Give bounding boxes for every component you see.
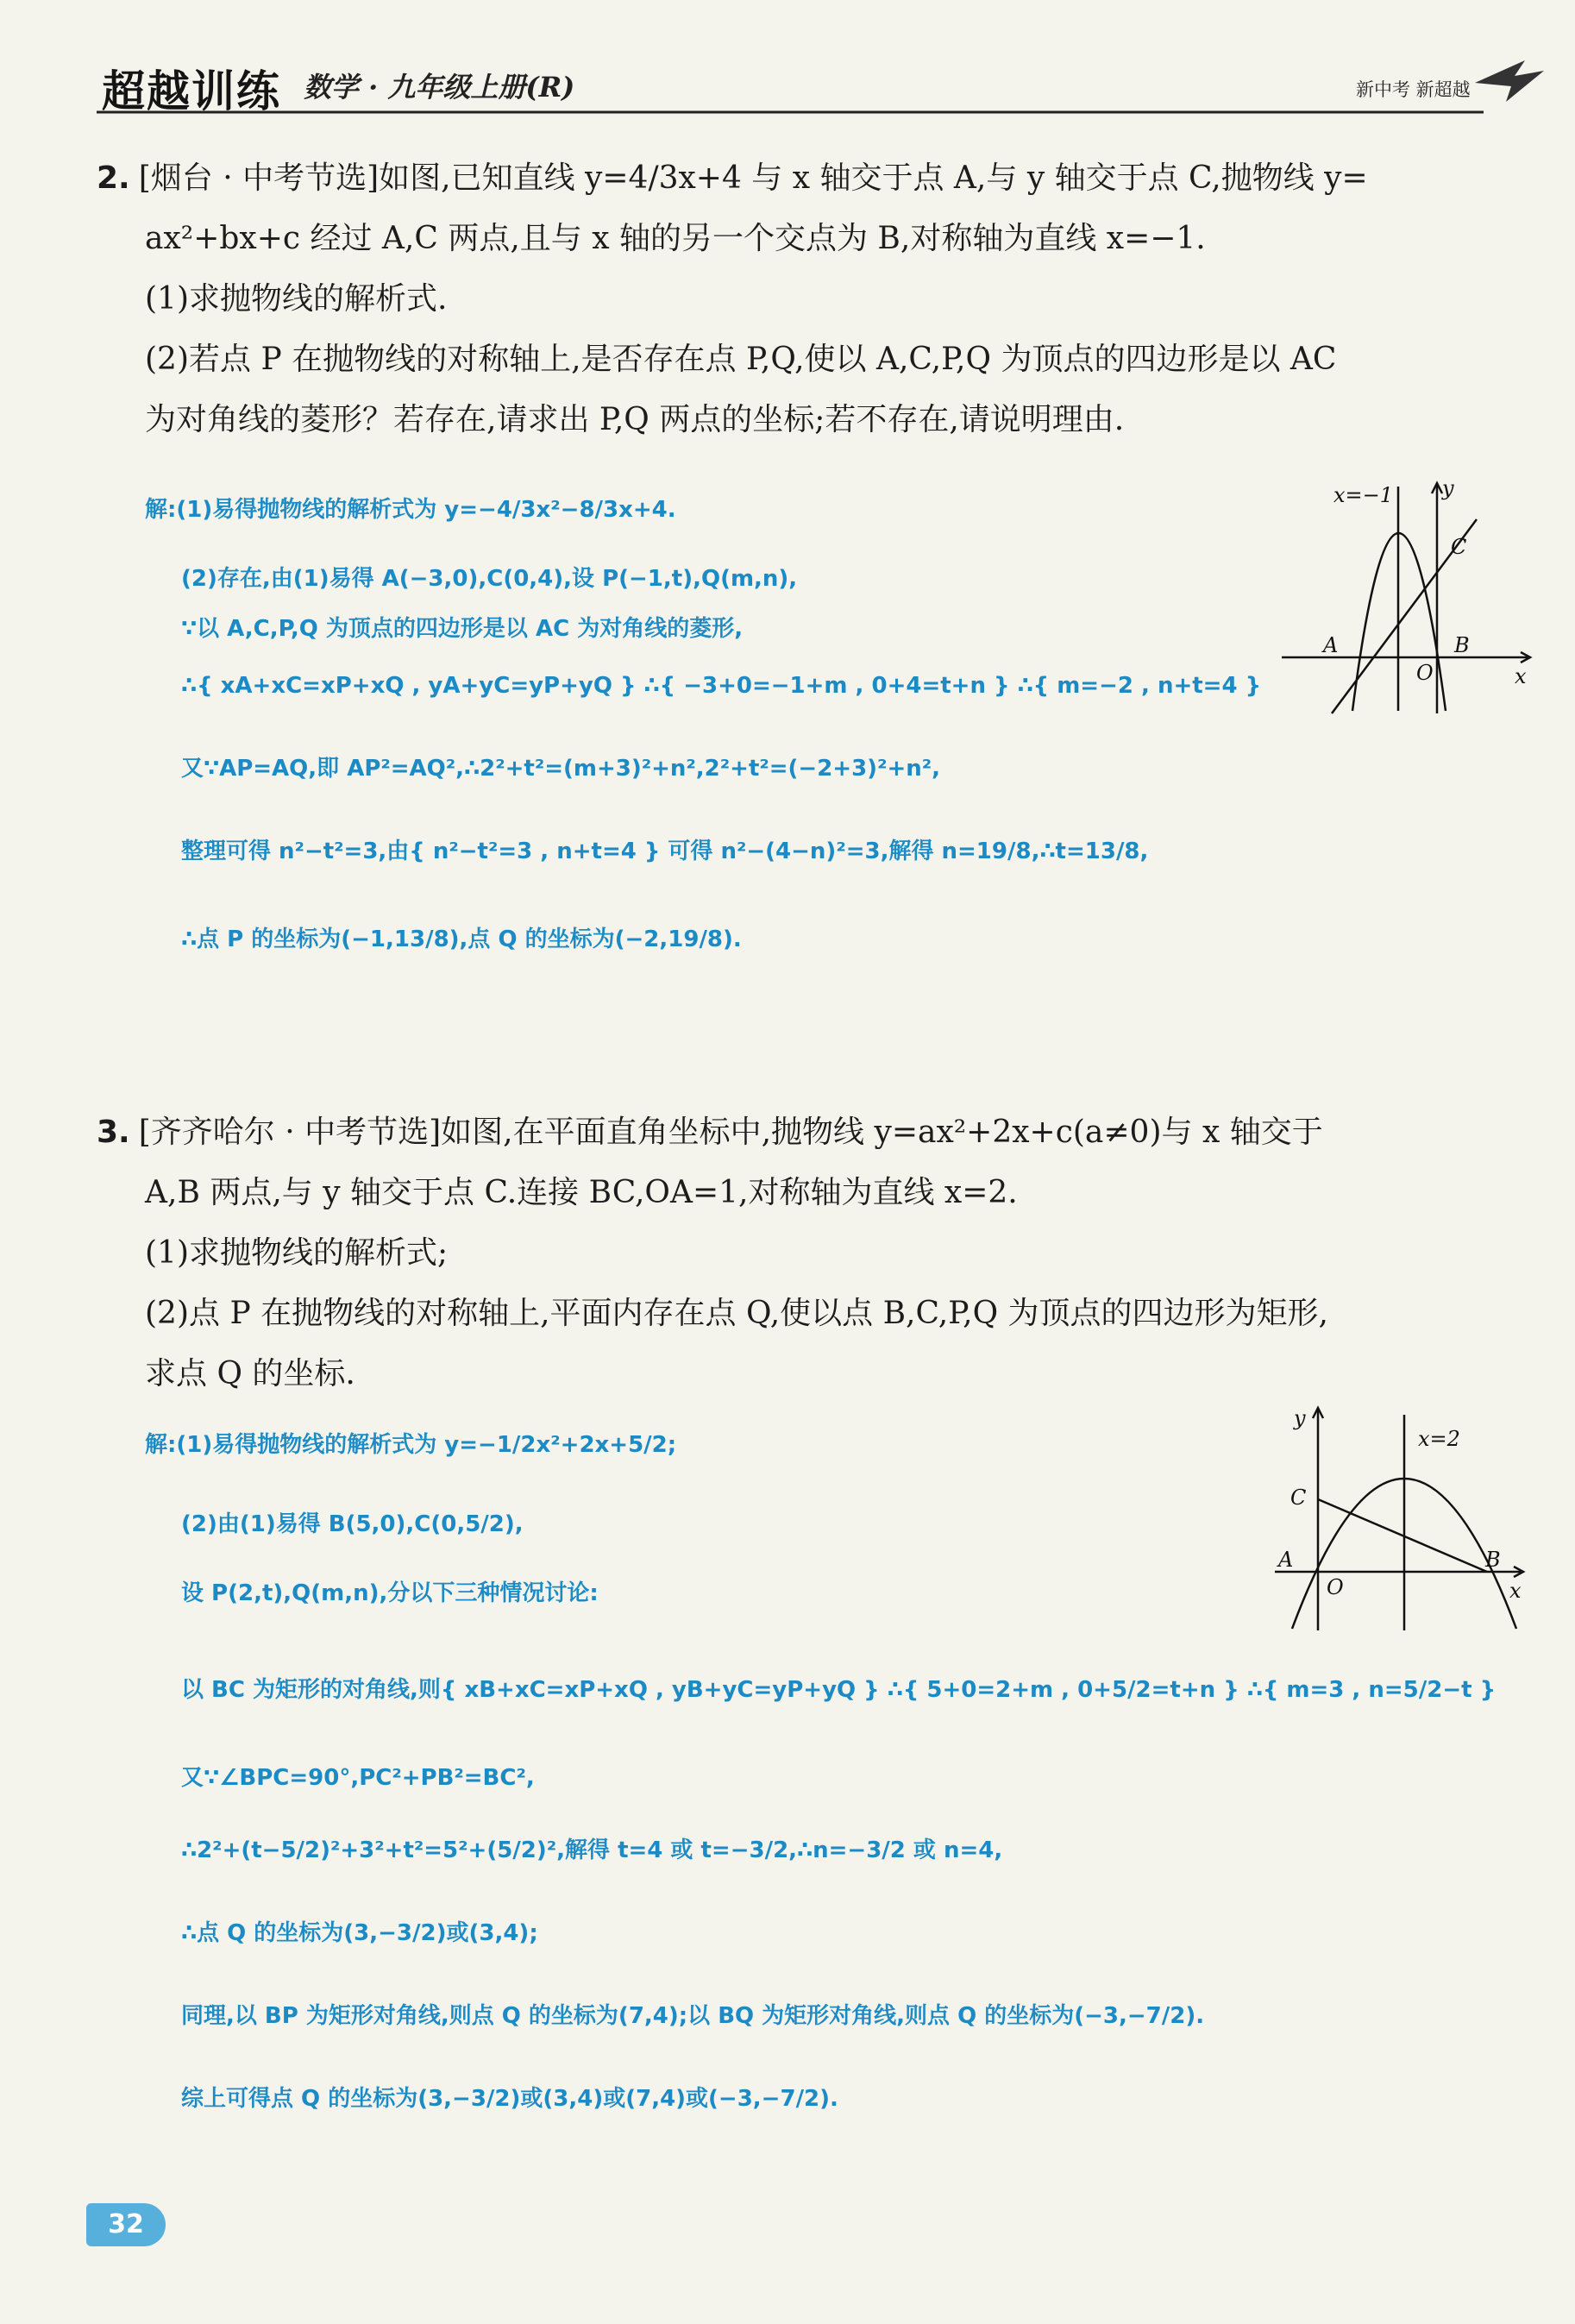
solution-line: 整理可得 n²−t²=3,由{ n²−t²=3 , n+t=4 } 可得 n²−(4−n)²=3,解得 n=19/8,∴t=13/8, <box>181 839 1149 864</box>
solution-line: 解:(1)易得抛物线的解析式为 y=−1/2x²+2x+5/2; <box>145 1432 677 1458</box>
graph-label: B <box>1454 633 1470 657</box>
question-line: A,B 两点,与 y 轴交于点 C.连接 BC,OA=1,对称轴为直线 x=2. <box>145 1175 1018 1210</box>
solution-line: 综上可得点 Q 的坐标为(3,−3/2)或(3,4)或(7,4)或(−3,−7/2). <box>181 2086 838 2112</box>
question-line: 为对角线的菱形？若存在,请求出 P,Q 两点的坐标;若不存在,请说明理由. <box>145 402 1125 437</box>
question-line: 求点 Q 的坐标. <box>145 1356 355 1391</box>
graph-label: x=−1 <box>1333 483 1394 507</box>
question-line: (1)求抛物线的解析式. <box>145 281 448 317</box>
graph-label: x=2 <box>1418 1427 1460 1451</box>
graph-label: C <box>1290 1485 1307 1510</box>
solution-line: (2)由(1)易得 B(5,0),C(0,5/2), <box>181 1511 524 1537</box>
solution-line: 以 BC 为矩形的对角线,则{ xB+xC=xP+xQ , yB+yC=yP+yQ } ∴{ 5+0=2+m , 0+5/2=t+n } ∴{ m=3 , n=5/2−t } <box>181 1677 1497 1703</box>
question-line: [烟台 · 中考节选]如图,已知直线 y=4/3x+4 与 x 轴交于点 A,与 y 轴交于点 C,抛物线 y= <box>138 160 1368 196</box>
solution-line: ∴点 Q 的坐标为(3,−3/2)或(3,4); <box>181 1920 538 1946</box>
solution-line: (2)存在,由(1)易得 A(−3,0),C(0,4),设 P(−1,t),Q(m,n), <box>181 566 798 592</box>
solution-line: ∵以 A,C,P,Q 为顶点的四边形是以 AC 为对角线的菱形, <box>181 616 744 642</box>
line-bc <box>1318 1499 1487 1572</box>
graph-label: y <box>1294 1406 1306 1430</box>
solution-line: ∴2²+(t−5/2)²+3²+t²=5²+(5/2)²,解得 t=4 或 t=−3/2,∴n=−3/2 或 n=4, <box>181 1837 1003 1863</box>
graph-label: A <box>1323 633 1339 657</box>
question-2 <box>97 148 1528 450</box>
solution-line: 又∵∠BPC=90°,PC²+PB²=BC², <box>181 1765 535 1791</box>
graph-label: x <box>1515 664 1527 688</box>
solution-line: 解:(1)易得抛物线的解析式为 y=−4/3x²−8/3x+4. <box>145 497 676 523</box>
solution-line: ∴{ xA+xC=xP+xQ , yA+yC=yP+yQ } ∴{ −3+0=−1+m , 0+4=t+n } ∴{ m=−2 , n+t=4 } <box>181 673 1262 699</box>
question-line: [齐齐哈尔 · 中考节选]如图,在平面直角坐标中,抛物线 y=ax²+2x+c(a≠0)与 x 轴交于 <box>138 1115 1323 1150</box>
brand-title: 超越训练 <box>102 66 281 116</box>
graph-label: O <box>1416 661 1434 685</box>
graph-label: O <box>1327 1575 1344 1599</box>
graph-q2 <box>1282 476 1540 718</box>
graph-label: C <box>1451 535 1467 559</box>
header-tagline: 新中考 新超越 <box>1356 79 1471 100</box>
question-line: ax²+bx+c 经过 A,C 两点,且与 x 轴的另一个交点为 B,对称轴为直线 x=−1. <box>145 221 1206 256</box>
page-number: 32 <box>86 2203 166 2246</box>
question-line: (2)点 P 在抛物线的对称轴上,平面内存在点 Q,使以点 B,C,P,Q 为顶点的四边形为矩形, <box>145 1296 1328 1331</box>
solution-line: 同理,以 BP 为矩形对角线,则点 Q 的坐标为(7,4);以 BQ 为矩形对角线,则点 Q 的坐标为(−3,−7/2). <box>181 2003 1205 2029</box>
arrow-icon <box>1475 60 1544 102</box>
graph-label: y <box>1442 476 1454 500</box>
subject-title: 数学 · 九年级上册(R) <box>304 71 575 104</box>
graph-label: A <box>1278 1548 1294 1572</box>
graph-label: B <box>1485 1548 1501 1572</box>
solution-line: 设 P(2,t),Q(m,n),分以下三种情况讨论: <box>181 1580 599 1606</box>
question-3 <box>97 1102 1528 1404</box>
page-header <box>0 0 1575 129</box>
question-number: 3. <box>97 1115 130 1150</box>
solution-line: 又∵AP=AQ,即 AP²=AQ²,∴2²+t²=(m+3)²+n²,2²+t²=(−2+3)²+n², <box>181 756 941 782</box>
question-number: 2. <box>97 160 130 196</box>
solution-line: ∴点 P 的坐标为(−1,13/8),点 Q 的坐标为(−2,19/8). <box>181 926 742 952</box>
question-line: (1)求抛物线的解析式; <box>145 1235 449 1271</box>
graph-q3 <box>1275 1398 1534 1639</box>
question-line: (2)若点 P 在抛物线的对称轴上,是否存在点 P,Q,使以 A,C,P,Q 为顶点的四边形是以 AC <box>145 342 1337 377</box>
graph-label: x <box>1509 1579 1522 1603</box>
